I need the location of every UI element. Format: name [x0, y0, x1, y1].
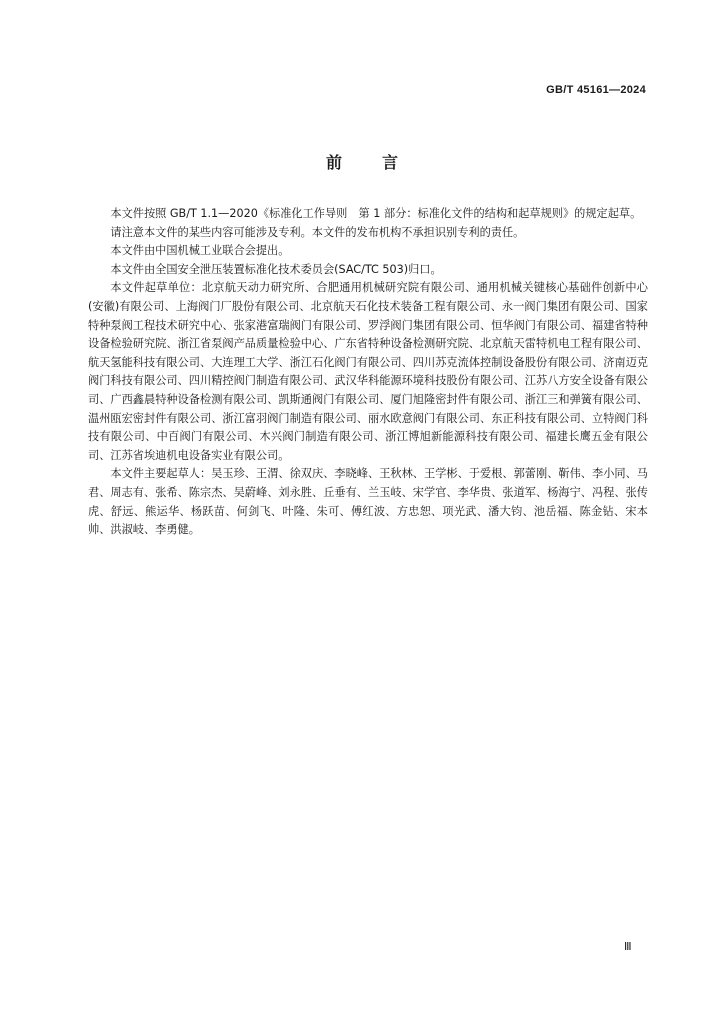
paragraph-patent-notice: 请注意本文件的某些内容可能涉及专利。本文件的发布机构不承担识别专利的责任。 — [110, 225, 525, 239]
paragraph-drafting-rules: 本文件按照 GB/T 1.1—2020《标准化工作导则 第 1 部分：标准化文件的结构和起草规则》的规定起草。 — [110, 207, 642, 220]
standard-code: GB/T 45161—2024 — [546, 84, 646, 96]
paragraph-committee: 本文件由全国安全泄压装置标准化技术委员会(SAC/TC 503)归口。 — [110, 262, 442, 276]
paragraph-drafters: 本文件主要起草人：吴玉珍、王渭、徐双庆、李晓峰、王秋林、王学彬、于爱根、郭蕾刚、靳伟、李小同、马君、周志有、张希、陈宗杰、吴蔚峰、刘永胜、丘垂有、兰玉岐、宋学官、李华贵、张道军、杨海宁、冯程、张传虎、舒远、熊运华、杨跃苗、何剑飞、叶隆、朱可、傅红波、方忠恕、项光武、潘大钧、池岳福、陈金钻、宋本帅、洪淑岐、李勇健。 — [88, 467, 648, 537]
page-title — [0, 150, 724, 173]
paragraph-proposer: 本文件由中国机械工业联合会提出。 — [110, 244, 290, 258]
page-number: Ⅲ — [624, 941, 632, 953]
title-char-2: 言 — [382, 153, 399, 172]
paragraph-drafting-units: 本文件起草单位：北京航天动力研究所、合肥通用机械研究院有限公司、通用机械关键核心基础件创新中心(安徽)有限公司、上海阀门厂股份有限公司、北京航天石化技术装备工程有限公司、永一阀门集团有限公司、国家特种泵阀工程技术研究中心、张家港富瑞阀门有限公司、罗浮阀门集团有限公司、恒华阀门有限公司、福建省特种设备检验研究院、浙江省泵阀产品质量检验中心、广东省特种设备检测研究院、北京航天雷特机电工程有限公司、航天氢能科技有限公司、大连理工大学、浙江石化阀门有限公司、四川苏克流体控制设备股份有限公司、济南迈克阀门科技有限公司、四川精控阀门制造有限公司、武汉华科能源环境科技股份有限公司、江苏八方安全设备有限公司、广西鑫晨特种设备检测有限公司、凯斯通阀门有限公司、厦门旭隆密封件有限公司、浙江三和弹簧有限公司、温州瓯宏密封件有限公司、浙江富羽阀门制造有限公司、丽水欧意阀门有限公司、东正科技有限公司、立特阀门科技有限公司、中百阀门有限公司、木兴阀门制造有限公司、浙江博旭新能源科技有限公司、福建长鹰五金有限公司、江苏省埃迪机电设备实业有限公司。 — [88, 281, 648, 462]
foreword-body — [88, 205, 648, 540]
title-char-1: 前 — [325, 153, 342, 172]
